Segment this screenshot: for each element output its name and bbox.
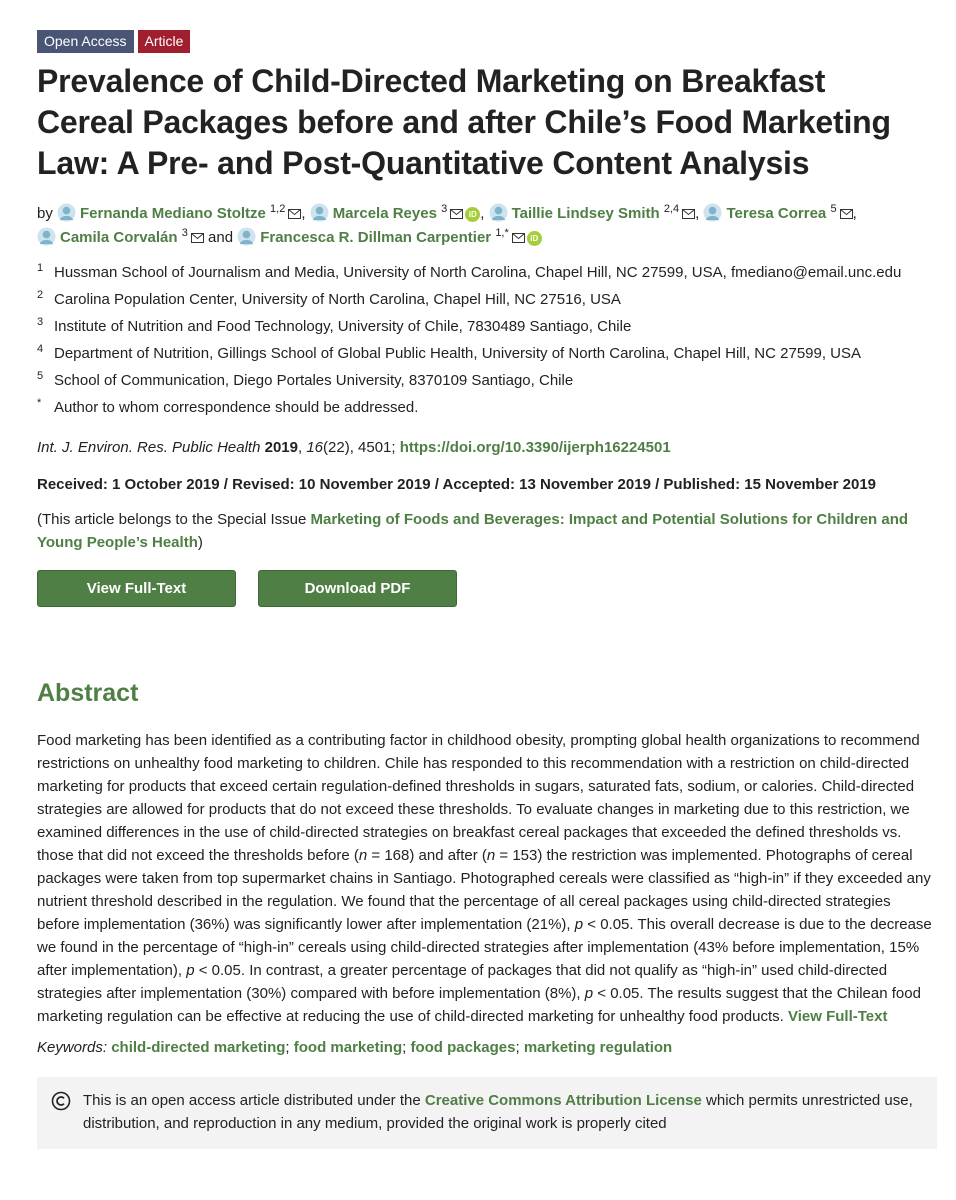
- affiliation-text: Author to whom correspondence should be addressed.: [54, 399, 419, 416]
- abstract-segment: < 0.05. The results suggest that the Chilean food marketing regulation can be effective at reducing the use of child-directed marketing for unhealthy food products.: [37, 985, 921, 1025]
- keywords-label: Keywords:: [37, 1039, 108, 1056]
- abstract-var: p: [584, 985, 594, 1002]
- author-affil-sup: 5: [830, 203, 837, 215]
- affiliation-list: [37, 259, 936, 421]
- author-entry: [37, 229, 208, 246]
- affiliation-text: Department of Nutrition, Gillings School of Global Public Health, University of North Carolina, Chapel Hill, NC 27599, USA: [54, 345, 862, 362]
- author-avatar-icon: [310, 203, 329, 222]
- author-name[interactable]: Taillie Lindsey Smith: [511, 205, 660, 222]
- affiliation-text: Institute of Nutrition and Food Technology, University of Chile, 7830489 Santiago, Chile: [54, 318, 632, 335]
- affiliation-item: [37, 259, 936, 286]
- article-title: Prevalence of Child-Directed Marketing on Breakfast Cereal Packages before and after Chile’s Food Marketing Law: A Pre- and Post-Quantitative Content Analysis: [37, 63, 891, 181]
- affiliation-text: School of Communication, Diego Portales University, 8370109 Santiago, Chile: [54, 372, 574, 389]
- affiliation-number: 3: [37, 316, 44, 328]
- open-access-badge: Open Access: [37, 30, 134, 53]
- affiliation-item: [37, 340, 936, 367]
- affiliation-item: [37, 367, 936, 394]
- license-text: [83, 1089, 917, 1135]
- affiliation-number: 1: [37, 262, 44, 274]
- author-affil-sup: 1,2: [270, 203, 286, 215]
- abstract-var: p: [186, 962, 195, 979]
- affiliation-item: [37, 313, 936, 340]
- citation-year: 2019: [264, 439, 298, 456]
- keyword-link[interactable]: child-directed marketing: [111, 1039, 286, 1056]
- keyword-link[interactable]: food marketing: [293, 1039, 403, 1056]
- author-affil-sup: 2,4: [663, 203, 680, 215]
- abstract-segment: < 0.05. This overall decrease is due to the decrease we found in the percentage of “high-in” cereals using child-directed strategies after implementation (43% before implementation, 15% after implementation),: [37, 916, 932, 979]
- orcid-icon[interactable]: iD: [465, 207, 480, 222]
- special-issue-link[interactable]: Marketing of Foods and Beverages: Impact and Potential Solutions for Children and Young People’s Health: [37, 511, 909, 551]
- journal-name: Int. J. Environ. Res. Public Health: [37, 439, 261, 456]
- abstract-var: n: [486, 847, 496, 864]
- abstract-text: [37, 729, 937, 1028]
- envelope-icon[interactable]: [512, 227, 525, 250]
- special-issue-note: [37, 508, 927, 554]
- copyright-icon: [51, 1091, 71, 1111]
- author-affil-sup: 3: [441, 203, 448, 215]
- author-entry: Marcela Reyes $^3$ iD ,: [310, 205, 489, 222]
- affiliation-number: 2: [37, 289, 44, 301]
- keyword-link[interactable]: food packages: [410, 1039, 516, 1056]
- keyword-link[interactable]: marketing regulation: [523, 1039, 673, 1056]
- author-avatar-icon: [489, 203, 508, 222]
- envelope-icon[interactable]: [191, 227, 204, 250]
- license-suffix: which permits unrestricted use, distribution, and reproduction in any medium, provided the original work is properly cited: [83, 1092, 913, 1132]
- article-badges: [37, 30, 936, 53]
- affiliation-item: [37, 394, 936, 421]
- and-label: and: [208, 229, 234, 246]
- action-buttons: [37, 570, 936, 607]
- author-entry: Teresa Correa $^5$ ,: [703, 205, 856, 222]
- view-full-text-button[interactable]: View Full-Text: [37, 570, 236, 607]
- citation-line: Int. J. Environ. Res. Public Health 2019, 16(22), 4501; https://doi.org/10.3390/ijerph16224501: [37, 439, 671, 456]
- author-name[interactable]: Marcela Reyes: [332, 205, 437, 222]
- cc-license-link[interactable]: Creative Commons Attribution License: [424, 1092, 702, 1109]
- author-avatar-icon: [57, 203, 76, 222]
- author-avatar-icon: [703, 203, 722, 222]
- special-issue-prefix: (This article belongs to the Special Issue: [37, 511, 311, 528]
- affiliation-item: [37, 286, 936, 313]
- author-entry: [237, 229, 542, 246]
- special-issue-suffix: ): [197, 534, 203, 551]
- publication-dates: Received: 1 October 2019 / Revised: 10 November 2019 / Accepted: 13 November 2019 / Published: 15 November 2019: [37, 476, 877, 493]
- author-avatar-icon: [237, 227, 256, 246]
- author-entry: Taillie Lindsey Smith $^{2,4}$ ,: [489, 205, 704, 222]
- abstract-segment: Food marketing has been identified as a contributing factor in childhood obesity, prompting global health organizations to recommend restrictions on unhealthy food marketing to children. Chile has responded to this recommendation with a restriction on child-directed marketing for products that exceed certain regulation-defined thresholds in sugars, saturated fats, sodium, or calories. Child-directed strategies are allowed for products that do not exceed these thresholds. To evaluate changes in marketing due to this restriction, we examined differences in the use of child-directed strategies on breakfast cereal packages that exceeded the defined thresholds vs. those that did not exceed the thresholds before (: [37, 732, 920, 864]
- citation-issue: (22), 4501;: [323, 439, 396, 456]
- license-box: [37, 1077, 937, 1149]
- abstract-var: p: [574, 916, 584, 933]
- abstract-heading: Abstract: [37, 679, 139, 707]
- orcid-icon[interactable]: iD: [527, 231, 542, 246]
- abstract-segment: = 168) and after (: [367, 847, 487, 864]
- affiliation-text: Hussman School of Journalism and Media, University of North Carolina, Chapel Hill, NC 27599, USA, fmediano@email.unc.edu: [54, 264, 902, 281]
- author-affil-sup: 3: [181, 227, 188, 239]
- author-avatar-icon: [37, 227, 56, 246]
- citation-volume: 16: [306, 439, 324, 456]
- abstract-segment: < 0.05. In contrast, a greater percentage of packages that did not qualify as “high-in” used child-directed strategies after implementation (30%) compared with before implementation (8%),: [37, 962, 888, 1002]
- envelope-icon[interactable]: [840, 203, 853, 226]
- affiliation-number: 4: [37, 343, 44, 355]
- affiliation-text: Carolina Population Center, University of North Carolina, Chapel Hill, NC 27516, USA: [54, 291, 621, 308]
- author-name[interactable]: Fernanda Mediano Stoltze: [80, 205, 266, 222]
- article-type-badge: Article: [138, 30, 191, 53]
- affiliation-number: *: [37, 397, 42, 409]
- envelope-icon[interactable]: [450, 203, 463, 226]
- by-label: by: [37, 205, 53, 222]
- abstract-segment: = 153) the restriction was implemented. Photographs of cereal packages were taken from top supermarket chains in Santiago. Photographed cereals were classified as “high-in” if they exceeded any nutrient threshold described in the regulation. We found that the percentage of all cereal packages using child-directed strategies before implementation (36%) was significantly lower after implementation (21%),: [37, 847, 931, 933]
- abstract-view-full-text-link[interactable]: View Full-Text: [788, 1008, 888, 1025]
- doi-link[interactable]: https://doi.org/10.3390/ijerph16224501: [399, 439, 671, 456]
- affiliation-number: 5: [37, 370, 44, 382]
- envelope-icon[interactable]: [288, 203, 301, 226]
- author-name[interactable]: Camila Corvalán: [60, 229, 178, 246]
- download-pdf-button[interactable]: Download PDF: [258, 570, 457, 607]
- author-name[interactable]: Francesca R. Dillman Carpentier: [260, 229, 492, 246]
- license-prefix: This is an open access article distributed under the: [83, 1092, 425, 1109]
- envelope-icon[interactable]: [682, 203, 695, 226]
- keywords-line: Keywords: child-directed marketing; food marketing; food packages; marketing regulation: [37, 1039, 673, 1056]
- author-entry: Fernanda Mediano Stoltze $^{1,2}$ ,: [57, 205, 310, 222]
- author-name[interactable]: Teresa Correa: [726, 205, 827, 222]
- author-affil-sup: 1,*: [495, 227, 509, 239]
- abstract-var: n: [358, 847, 368, 864]
- author-list: [37, 202, 937, 250]
